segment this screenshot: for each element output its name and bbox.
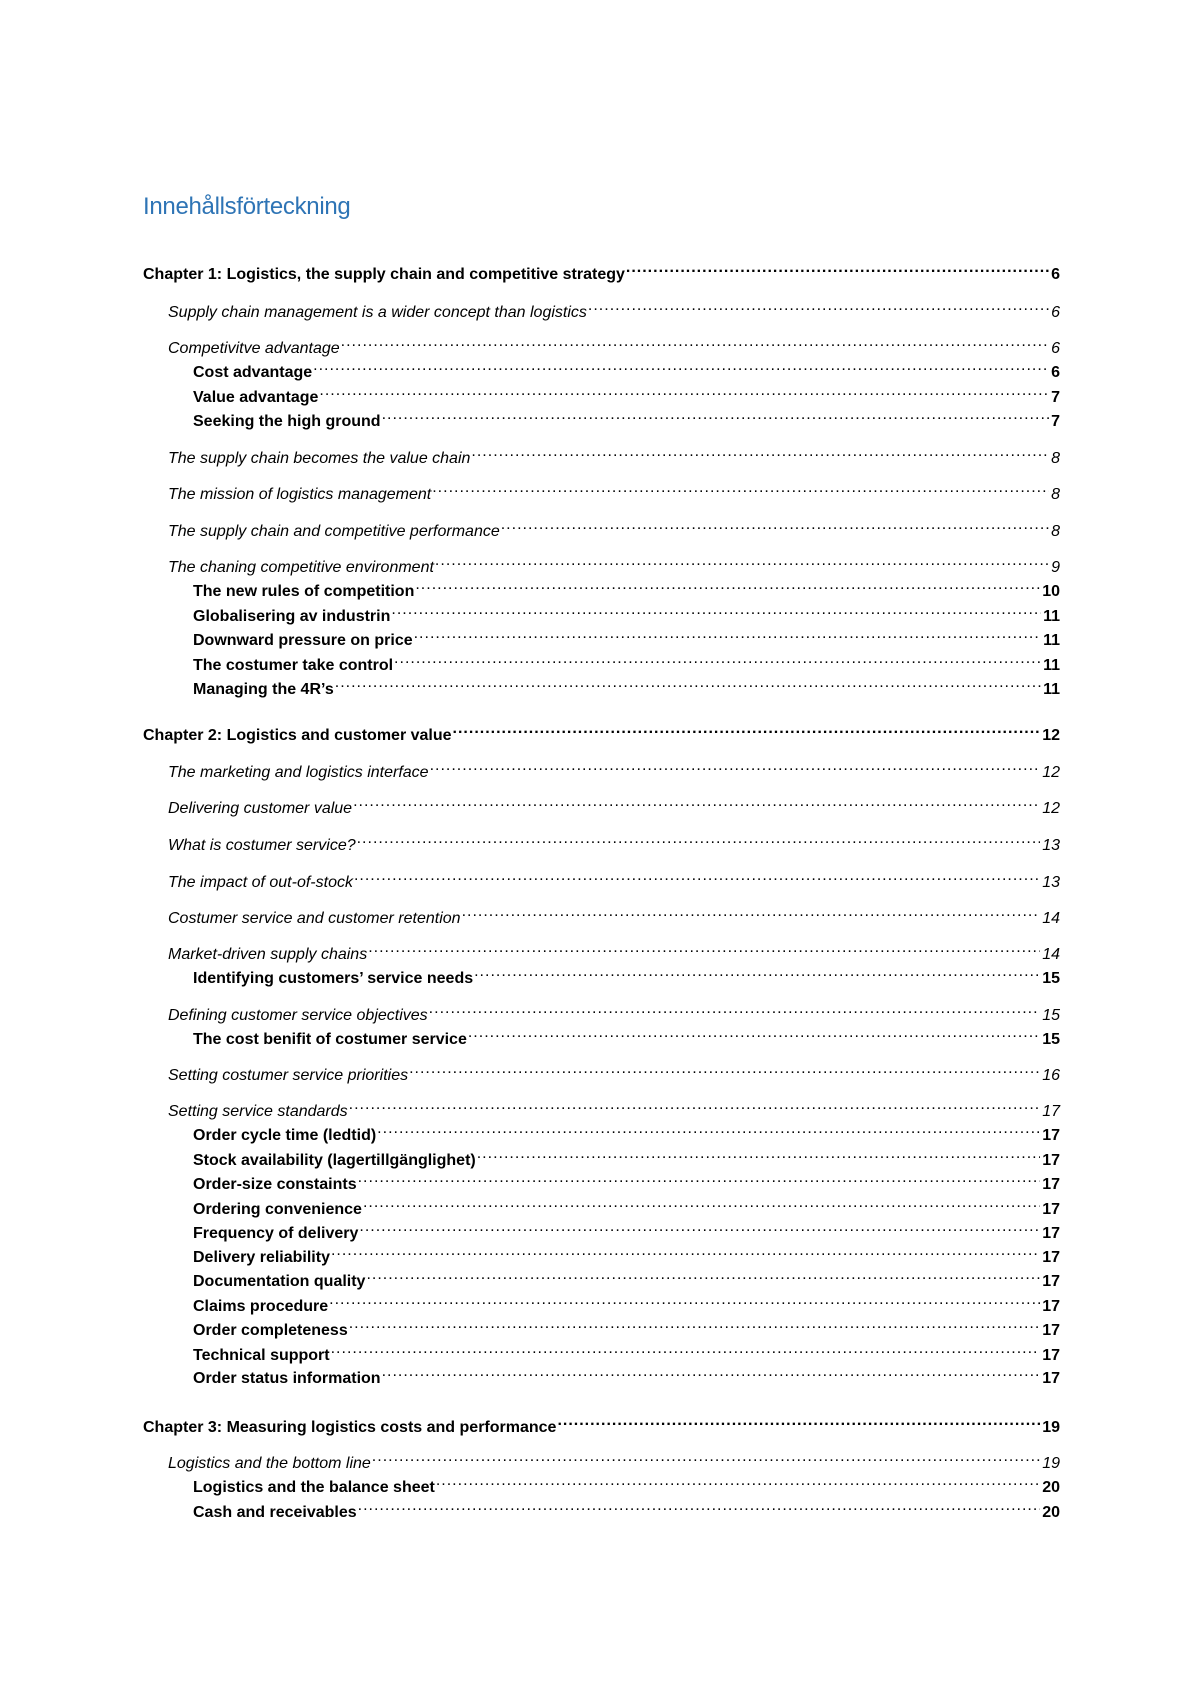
toc-leader-dots — [349, 1313, 1040, 1335]
toc-page-number: 17 — [1042, 1176, 1060, 1193]
toc-entry[interactable] — [193, 1289, 1060, 1315]
toc-entry[interactable] — [193, 1495, 1060, 1521]
toc-page-number: 12 — [1042, 800, 1060, 817]
toc-entry[interactable] — [168, 1058, 1060, 1084]
toc-leader-dots — [368, 937, 1040, 959]
toc-entry[interactable] — [168, 791, 1060, 817]
toc-entry[interactable] — [143, 1410, 1060, 1436]
toc-leader-dots — [359, 1216, 1040, 1238]
toc-entry-title: Chapter 1: Logistics, the supply chain and competitive strategy — [143, 266, 625, 283]
toc-leader-dots — [377, 1118, 1040, 1140]
toc-leader-dots — [432, 477, 1049, 499]
toc-leader-dots — [471, 441, 1049, 463]
toc-page-number: 6 — [1051, 266, 1060, 283]
toc-page-number: 6 — [1051, 364, 1060, 381]
toc-entry-title: Managing the 4R’s — [193, 681, 334, 698]
toc-page-number: 20 — [1042, 1479, 1060, 1496]
toc-leader-dots — [436, 1470, 1040, 1492]
toc-entry[interactable] — [193, 1313, 1060, 1339]
toc-entry-title: The supply chain becomes the value chain — [168, 450, 471, 467]
toc-entry-title: Value advantage — [193, 389, 319, 406]
toc-leader-dots — [354, 865, 1040, 887]
toc-entry-title: The new rules of competition — [193, 583, 415, 600]
toc-leader-dots — [435, 550, 1049, 572]
toc-entry-title: Cash and receivables — [193, 1504, 357, 1521]
toc-leader-dots — [626, 257, 1049, 279]
toc-page-number: 11 — [1043, 681, 1060, 698]
toc-entry[interactable] — [193, 355, 1060, 381]
toc-entry[interactable] — [193, 672, 1060, 698]
toc-leader-dots — [414, 623, 1041, 645]
toc-entry-title: What is costumer service? — [168, 837, 356, 854]
toc-entry[interactable] — [193, 648, 1060, 674]
toc-leader-dots — [462, 901, 1041, 923]
toc-entry-title: Technical support — [193, 1347, 330, 1364]
toc-page-number: 16 — [1042, 1067, 1060, 1084]
toc-entry[interactable] — [143, 718, 1060, 744]
toc-entry[interactable] — [168, 901, 1060, 927]
toc-entry[interactable] — [168, 1094, 1060, 1120]
toc-page-number: 17 — [1042, 1322, 1060, 1339]
toc-leader-dots — [353, 791, 1040, 813]
toc-entry[interactable] — [193, 1240, 1060, 1266]
toc-page-number: 17 — [1042, 1225, 1060, 1242]
toc-entry-title: The supply chain and competitive performance — [168, 523, 500, 540]
toc-page-number: 13 — [1042, 874, 1060, 891]
toc-page-number: 17 — [1042, 1249, 1060, 1266]
toc-page-number: 11 — [1043, 657, 1060, 674]
toc-entry-title: The chaning competitive environment — [168, 559, 434, 576]
toc-page-number: 17 — [1042, 1273, 1060, 1290]
toc-leader-dots — [409, 1058, 1040, 1080]
toc-entry-title: Order-size constaints — [193, 1176, 357, 1193]
toc-entry[interactable] — [168, 441, 1060, 467]
toc-entry[interactable] — [168, 998, 1060, 1024]
toc-entry-title: Seeking the high ground — [193, 413, 381, 430]
toc-leader-dots — [468, 1022, 1040, 1044]
toc-entry[interactable] — [168, 755, 1060, 781]
toc-entry[interactable] — [193, 1022, 1060, 1048]
toc-leader-dots — [319, 380, 1049, 402]
toc-leader-dots — [313, 355, 1049, 377]
toc-entry[interactable] — [168, 865, 1060, 891]
toc-page-number: 17 — [1042, 1370, 1060, 1387]
toc-leader-dots — [430, 755, 1041, 777]
toc-page-number: 17 — [1042, 1298, 1060, 1315]
toc-page-number: 7 — [1051, 389, 1060, 406]
toc-page-number: 12 — [1042, 727, 1060, 744]
toc-heading: Innehållsförteckning — [143, 193, 351, 220]
toc-leader-dots — [358, 1495, 1041, 1517]
toc-entry[interactable] — [193, 1216, 1060, 1242]
toc-leader-dots — [382, 1361, 1041, 1383]
toc-entry-title: Defining customer service objectives — [168, 1007, 428, 1024]
toc-entry-title: Frequency of delivery — [193, 1225, 359, 1242]
toc-page-number: 9 — [1051, 559, 1060, 576]
toc-entry[interactable] — [193, 1143, 1060, 1169]
toc-entry[interactable] — [193, 1118, 1060, 1144]
toc-leader-dots — [391, 599, 1041, 621]
toc-page-number: 15 — [1042, 970, 1060, 987]
toc-entry-title: Order status information — [193, 1370, 381, 1387]
toc-entry[interactable] — [168, 550, 1060, 576]
toc-leader-dots — [557, 1410, 1040, 1432]
toc-page-number: 14 — [1042, 910, 1060, 927]
toc-leader-dots — [331, 1338, 1041, 1360]
toc-page-number: 15 — [1042, 1007, 1060, 1024]
toc-leader-dots — [341, 331, 1049, 353]
toc-entry[interactable] — [193, 1192, 1060, 1218]
toc-entry[interactable] — [168, 295, 1060, 321]
toc-leader-dots — [501, 514, 1049, 536]
toc-leader-dots — [358, 1167, 1041, 1189]
toc-page-number: 12 — [1042, 764, 1060, 781]
toc-leader-dots — [349, 1094, 1041, 1116]
toc-entry[interactable] — [193, 623, 1060, 649]
toc-page-number: 11 — [1043, 632, 1060, 649]
toc-entry-title: Claims procedure — [193, 1298, 329, 1315]
toc-leader-dots — [335, 672, 1041, 694]
toc-page-number: 17 — [1042, 1201, 1060, 1218]
toc-page-number: 17 — [1042, 1152, 1060, 1169]
toc-entry-title: Order cycle time (ledtid) — [193, 1127, 377, 1144]
toc-entry-title: The costumer take control — [193, 657, 394, 674]
toc-entry[interactable] — [193, 1167, 1060, 1193]
toc-entry[interactable] — [193, 574, 1060, 600]
toc-entry-title: The impact of out-of-stock — [168, 874, 353, 891]
toc-leader-dots — [394, 648, 1041, 670]
toc-entry-title: Setting costumer service priorities — [168, 1067, 409, 1084]
toc-entry-title: Competivitve advantage — [168, 340, 340, 357]
toc-entry-title: Setting service standards — [168, 1103, 348, 1120]
toc-entry[interactable] — [168, 1446, 1060, 1472]
toc-entry[interactable] — [168, 937, 1060, 963]
toc-leader-dots — [366, 1264, 1040, 1286]
toc-entry[interactable] — [168, 514, 1060, 540]
toc-entry[interactable] — [168, 477, 1060, 503]
toc-entry-title: Delivering customer value — [168, 800, 353, 817]
toc-leader-dots — [329, 1289, 1040, 1311]
toc-page-number: 17 — [1042, 1347, 1060, 1364]
toc-leader-dots — [331, 1240, 1040, 1262]
toc-leader-dots — [372, 1446, 1040, 1468]
toc-entry[interactable] — [193, 1338, 1060, 1364]
toc-leader-dots — [415, 574, 1040, 596]
toc-page-number: 17 — [1042, 1103, 1060, 1120]
toc-entry-title: Documentation quality — [193, 1273, 366, 1290]
toc-entry-title: Logistics and the bottom line — [168, 1455, 371, 1472]
toc-entry-title: Order completeness — [193, 1322, 348, 1339]
toc-page-number: 14 — [1042, 946, 1060, 963]
toc-entry-title: Logistics and the balance sheet — [193, 1479, 435, 1496]
toc-entry[interactable] — [193, 404, 1060, 430]
toc-page-number: 19 — [1042, 1419, 1060, 1436]
toc-entry[interactable] — [143, 257, 1060, 283]
toc-entry-title: Downward pressure on price — [193, 632, 413, 649]
toc-entry[interactable] — [168, 828, 1060, 854]
toc-page-number: 17 — [1042, 1127, 1060, 1144]
toc-entry-title: Chapter 3: Measuring logistics costs and performance — [143, 1419, 557, 1436]
toc-leader-dots — [429, 998, 1041, 1020]
toc-entry-title: Market-driven supply chains — [168, 946, 368, 963]
toc-entry-title: Chapter 2: Logistics and customer value — [143, 727, 452, 744]
toc-entry-title: Globalisering av industrin — [193, 608, 391, 625]
toc-leader-dots — [382, 404, 1050, 426]
toc-leader-dots — [477, 1143, 1040, 1165]
toc-leader-dots — [357, 828, 1041, 850]
toc-leader-dots — [453, 718, 1041, 740]
toc-entry-title: Identifying customers’ service needs — [193, 970, 474, 987]
toc-entry-title: The marketing and logistics interface — [168, 764, 429, 781]
toc-entry-title: Ordering convenience — [193, 1201, 362, 1218]
toc-entry-title: The mission of logistics management — [168, 486, 432, 503]
toc-page-number: 13 — [1042, 837, 1060, 854]
toc-entry[interactable] — [168, 331, 1060, 357]
toc-page-number: 10 — [1042, 583, 1060, 600]
toc-page-number: 7 — [1051, 413, 1060, 430]
toc-page-number: 8 — [1051, 450, 1060, 467]
toc-entry[interactable] — [193, 1264, 1060, 1290]
toc-entry-title: Supply chain management is a wider concept than logistics — [168, 304, 587, 321]
toc-leader-dots — [474, 961, 1040, 983]
toc-leader-dots — [588, 295, 1049, 317]
toc-page-number: 15 — [1042, 1031, 1060, 1048]
toc-leader-dots — [363, 1192, 1040, 1214]
toc-page-number: 6 — [1051, 304, 1060, 321]
toc-entry-title: The cost benifit of costumer service — [193, 1031, 467, 1048]
toc-entry[interactable] — [193, 1361, 1060, 1387]
toc-entry[interactable] — [193, 961, 1060, 987]
toc-entry-title: Delivery reliability — [193, 1249, 330, 1266]
toc-page-number: 8 — [1051, 486, 1060, 503]
toc-entry[interactable] — [193, 599, 1060, 625]
toc-page-number: 20 — [1042, 1504, 1060, 1521]
toc-entry-title: Costumer service and customer retention — [168, 910, 461, 927]
toc-page-number: 6 — [1051, 340, 1060, 357]
toc-entry[interactable] — [193, 380, 1060, 406]
toc-page-number: 11 — [1043, 608, 1060, 625]
toc-entry[interactable] — [193, 1470, 1060, 1496]
toc-page-number: 19 — [1042, 1455, 1060, 1472]
toc-entry-title: Stock availability (lagertillgänglighet) — [193, 1152, 476, 1169]
toc-page-number: 8 — [1051, 523, 1060, 540]
toc-entry-title: Cost advantage — [193, 364, 313, 381]
